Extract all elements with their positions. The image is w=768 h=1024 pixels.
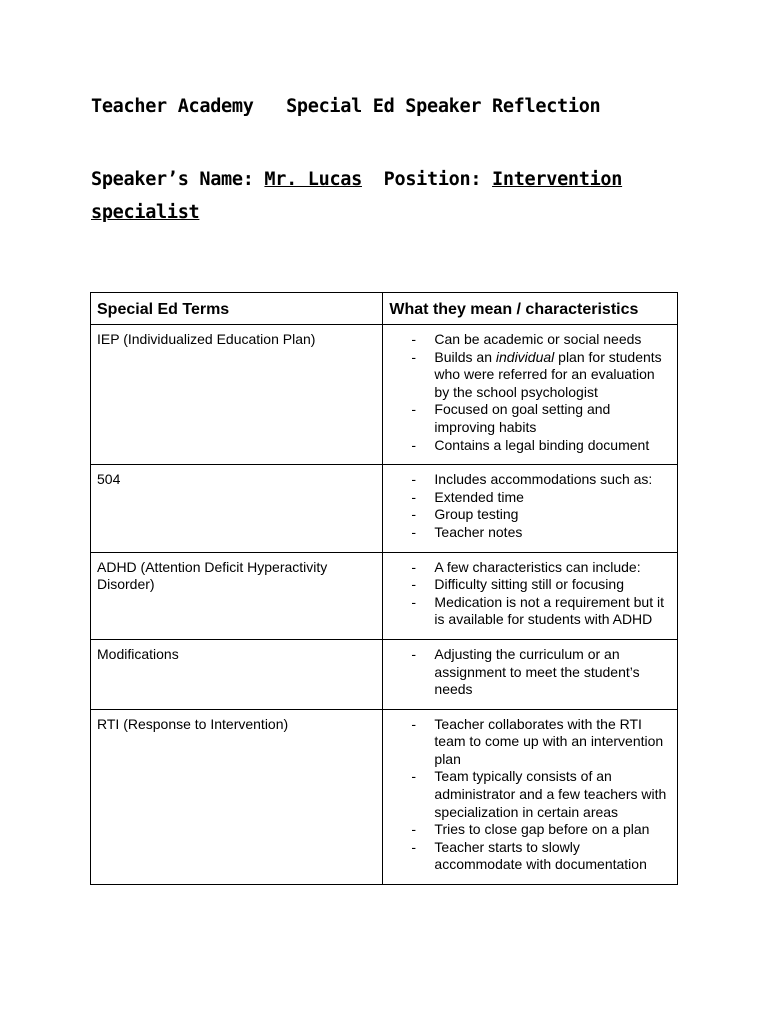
bullet-item: - Tries to close gap before on a plan: [389, 821, 671, 839]
bullet-item: - Medication is not a requirement but it is available for students with ADHD: [389, 594, 671, 629]
position-value: Intervention specialist: [91, 169, 623, 223]
bullet-item: - Teacher collaborates with the RTI team to come up with an intervention plan: [389, 716, 671, 769]
term-cell: RTI (Response to Intervention): [91, 709, 383, 884]
speaker-info: [91, 163, 651, 229]
position-label: Position:: [383, 169, 482, 190]
bullet-list: [389, 559, 671, 629]
meaning-cell: [383, 639, 678, 709]
header-terms: Special Ed Terms: [91, 293, 383, 325]
bullet-list: [389, 331, 671, 454]
table-row: [91, 552, 678, 639]
bullet-item: - Extended time: [389, 489, 671, 507]
term-cell: Modifications: [91, 639, 383, 709]
term-cell: IEP (Individualized Education Plan): [91, 325, 383, 465]
bullet-item: - Group testing: [389, 506, 671, 524]
bullet-item: - Teacher starts to slowly accommodate with documentation: [389, 839, 671, 874]
table-row: [91, 639, 678, 709]
bullet-list: [389, 716, 671, 874]
speaker-name-label: Speaker’s Name:: [91, 169, 254, 190]
bullet-item: - Includes accommodations such as:: [389, 471, 671, 489]
document-title: Teacher Academy Special Ed Speaker Reflection: [91, 96, 601, 117]
bullet-list: [389, 646, 671, 699]
table-row: [91, 325, 678, 465]
bullet-item: - A few characteristics can include:: [389, 559, 671, 577]
bullet-item: - Builds an individual plan for students who were referred for an evaluation by the school psychologist: [389, 349, 671, 402]
bullet-list: [389, 471, 671, 541]
bullet-item: - Adjusting the curriculum or an assignment to meet the student’s needs: [389, 646, 671, 699]
meaning-cell: [383, 465, 678, 552]
term-cell: ADHD (Attention Deficit Hyperactivity Disorder): [91, 552, 383, 639]
bullet-item: - Focused on goal setting and improving habits: [389, 401, 671, 436]
speaker-name-value: Mr. Lucas: [264, 169, 362, 190]
bullet-item: - Difficulty sitting still or focusing: [389, 576, 671, 594]
table-row: [91, 709, 678, 884]
table-header-row: [91, 293, 678, 325]
meaning-cell: [383, 325, 678, 465]
header-meaning: What they mean / characteristics: [383, 293, 678, 325]
bullet-item: - Can be academic or social needs: [389, 331, 671, 349]
emphasis-text: individual: [495, 348, 555, 365]
meaning-cell: [383, 709, 678, 884]
terms-table: [90, 292, 678, 885]
term-cell: 504: [91, 465, 383, 552]
bullet-item: - Teacher notes: [389, 524, 671, 542]
bullet-item: - Contains a legal binding document: [389, 437, 671, 455]
table-row: [91, 465, 678, 552]
meaning-cell: [383, 552, 678, 639]
bullet-item: - Team typically consists of an administrator and a few teachers with specialization in certain areas: [389, 768, 671, 821]
